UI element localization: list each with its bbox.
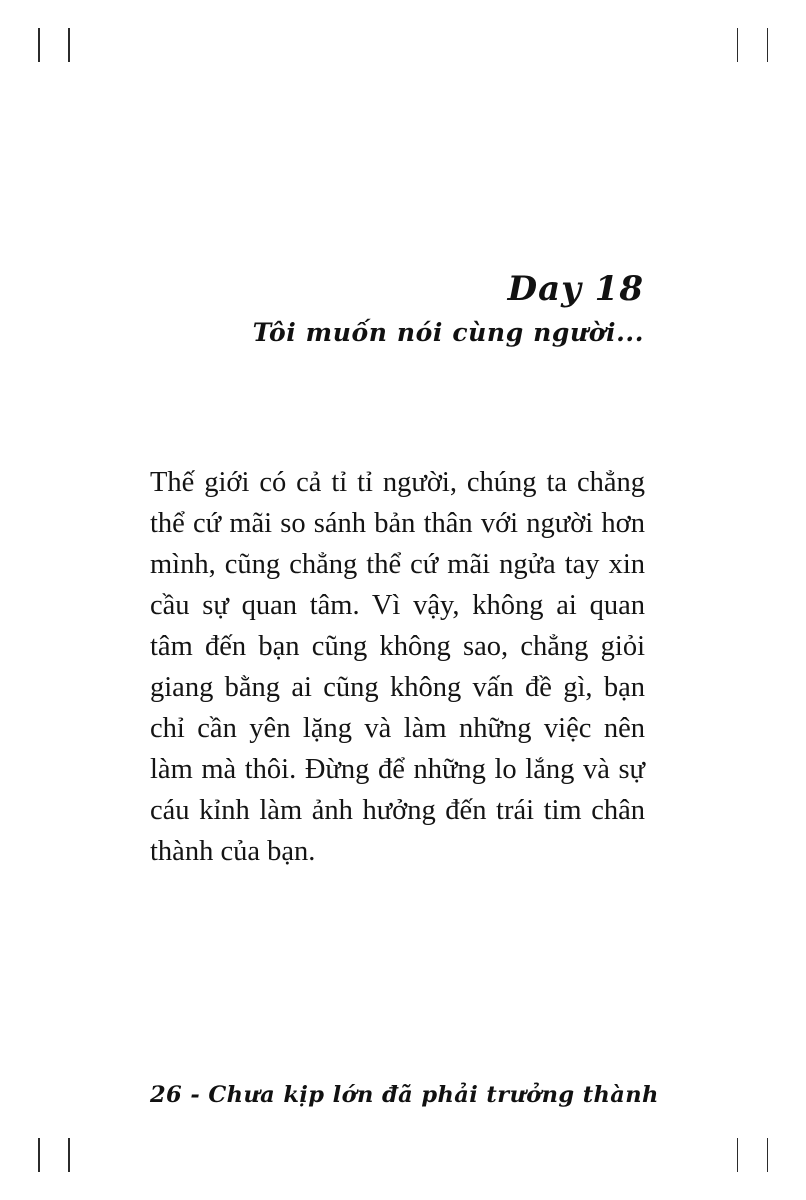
body-paragraph: Thế giới có cả tỉ tỉ người, chúng ta chẳng thể cứ mãi so sánh bản thân với người hơn mình, cũng chẳng thể cứ mãi ngửa tay xin cầu sự quan tâm. Vì vậy, không ai quan tâm đến bạn cũng không sao, chẳng giỏi giang bằng ai cũng không vấn đề gì, bạn chỉ cần yên lặng và làm những việc nên làm mà thôi. Đừng để những lo lắng và sự cáu kỉnh làm ảnh hưởng đến trái tim chân thành của bạn.	[150, 467, 645, 867]
chapter-heading	[224, 269, 644, 347]
day-label: Day 18	[507, 269, 644, 309]
chapter-subtitle: Tôi muốn nói cùng người...	[252, 317, 644, 347]
page-footer: 26 - Chưa kịp lớn đã phải trưởng thành	[150, 1082, 659, 1108]
